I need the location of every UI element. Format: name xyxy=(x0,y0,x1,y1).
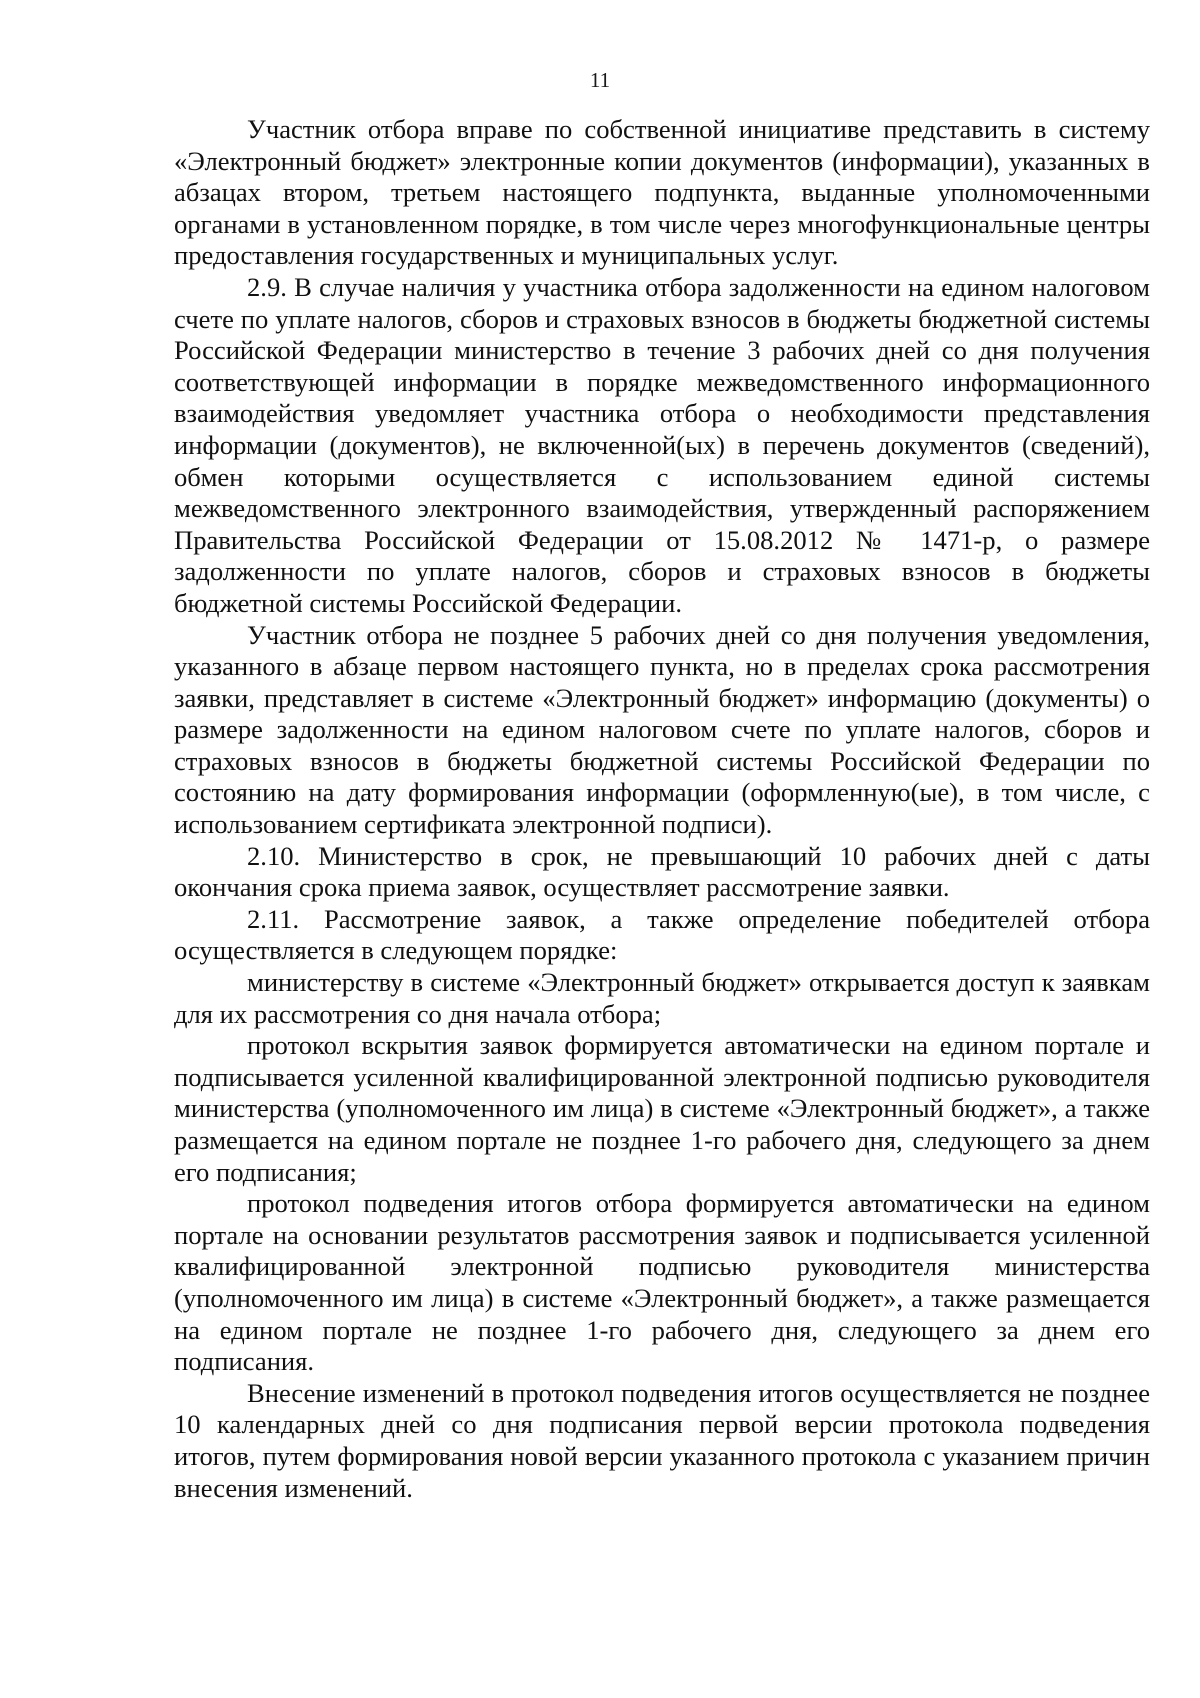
paragraph-protocol-amendments: Внесение изменений в протокол подведения итогов осуществляется не позднее 10 календарных дней со дня подписания первой версии протокола подведения итогов, путем формирования новой версии указанного протокола с указанием причин внесения изменений. xyxy=(174,1377,1150,1503)
paragraph-2-10: 2.10. Министерство в срок, не превышающий 10 рабочих дней с даты окончания срока приема заявок, осуществляет рассмотрение заявки. xyxy=(174,840,1150,903)
paragraph-debt-info-submission: Участник отбора не позднее 5 рабочих дней со дня получения уведомления, указанного в абзаце первом настоящего пункта, но в пределах срока рассмотрения заявки, представляет в системе «Электронный бюджет» информацию (документы) о размере задолженности на едином налоговом счете по уплате налогов, сборов и страховых взносов в бюджеты бюджетной системы Российской Федерации по состоянию на дату формирования информации (оформленную(ые), в том числе, с использованием сертификата электронной подписи). xyxy=(174,619,1150,840)
page-number: 11 xyxy=(589,68,611,92)
paragraph-results-protocol: протокол подведения итогов отбора формируется автоматически на едином портале на основании результатов рассмотрения заявок и подписывается усиленной квалифицированной электронной подписью руководителя министерства (уполномоченного им лица) в системе «Электронный бюджет», а также размещается на едином портале не позднее 1-го рабочего дня, следующего за днем его подписания. xyxy=(174,1188,1150,1377)
paragraph-access-to-applications: министерству в системе «Электронный бюджет» открывается доступ к заявкам для их рассмотрения со дня начала отбора; xyxy=(174,967,1150,1029)
paragraph-2-9: 2.9. В случае наличия у участника отбора задолженности на едином налоговом счете по уплате налогов, сборов и страховых взносов в бюджеты бюджетной системы Российской Федерации министерство в течение 3 рабочих дней со дня получения соответствующей информации в порядке межведомственного информационного взаимодействия уведомляет участника отбора о необходимости представления информации (документов), не включенной(ых) в перечень документов (сведений), обмен которыми осуществляется с использованием единой системы межведомственного электронного взаимодействия, утвержденный распоряжением Правительства Российской Федерации от 15.08.2012 № 1471-р, о размере задолженности по уплате налогов, сборов и страховых взносов в бюджеты бюджетной системы Российской Федерации. xyxy=(174,271,1150,618)
paragraph-opening-protocol: протокол вскрытия заявок формируется автоматически на едином портале и подписывается усиленной квалифицированной электронной подписью руководителя министерства (уполномоченного им лица) в системе «Электронный бюджет», а также размещается на едином портале не позднее 1-го рабочего дня, следующего за днем его подписания; xyxy=(174,1030,1150,1187)
document-body xyxy=(174,114,1150,1504)
paragraph-2-11: 2.11. Рассмотрение заявок, а также определение победителей отбора осуществляется в следующем порядке: xyxy=(174,903,1150,966)
paragraph-self-submission: Участник отбора вправе по собственной инициативе представить в систему «Электронный бюджет» электронные копии документов (информации), указанных в абзацах втором, третьем настоящего подпункта, выданные уполномоченными органами в установленном порядке, в том числе через многофункциональные центры предоставления государственных и муниципальных услуг. xyxy=(174,114,1150,271)
